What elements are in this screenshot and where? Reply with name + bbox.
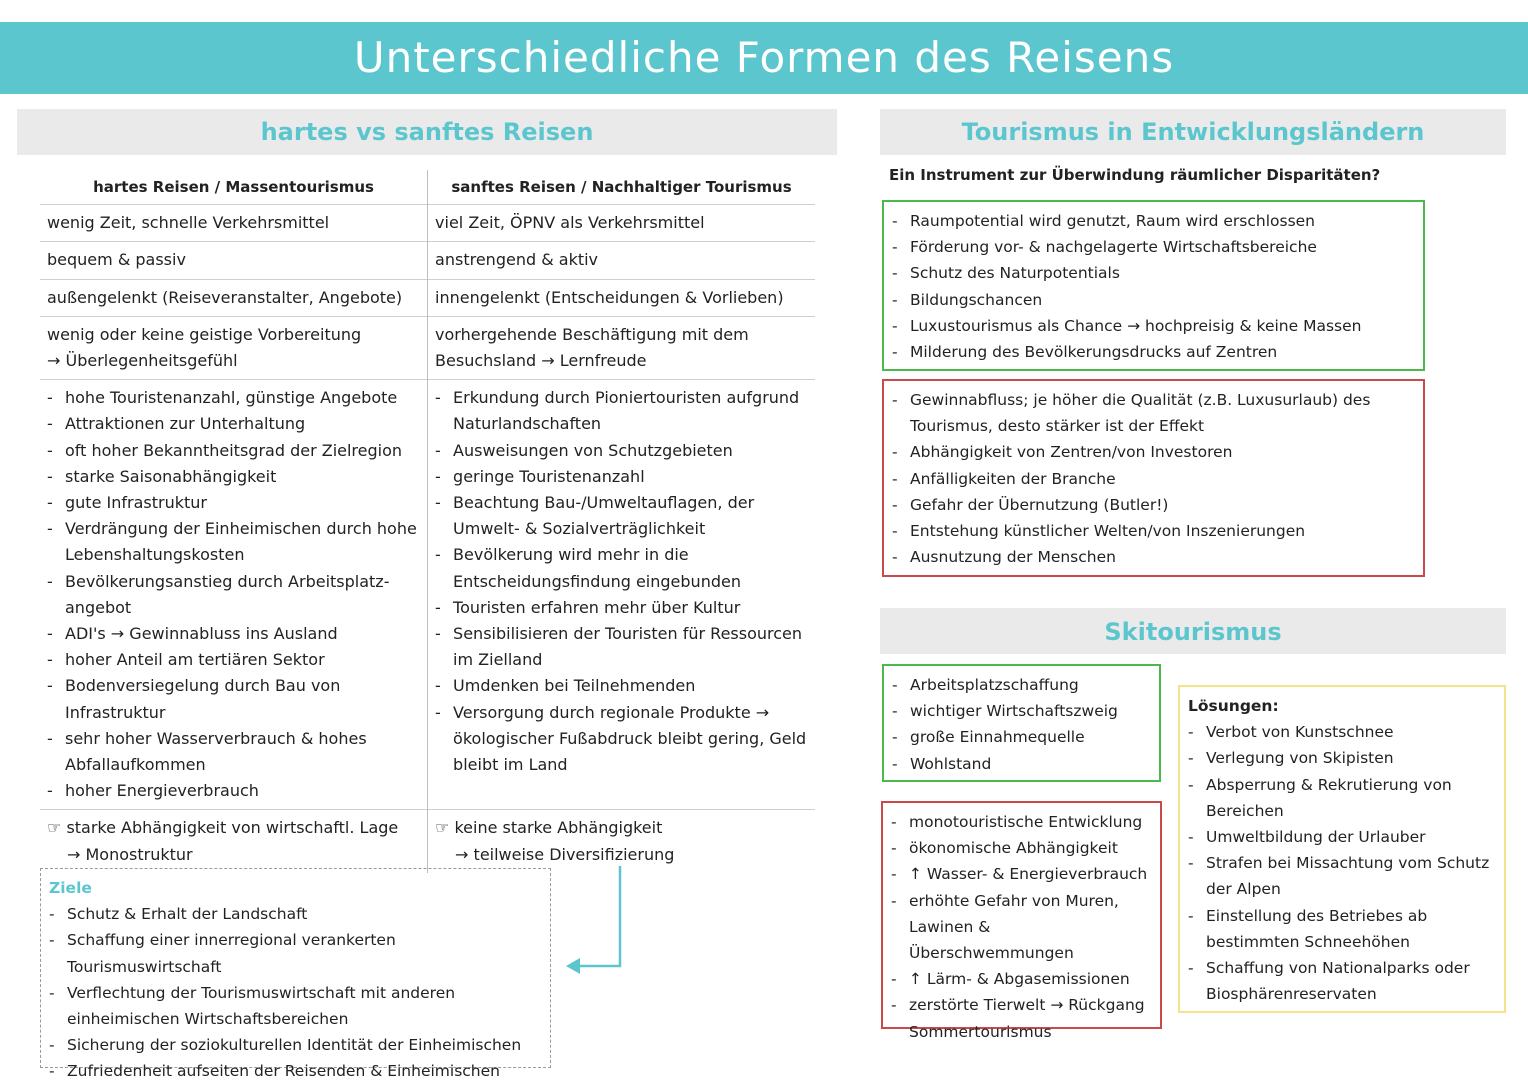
list-item: - große Einnahmequelle	[892, 724, 1151, 750]
list-item: - Beachtung Bau-/Umweltauflagen, der Umwelt- & Sozialverträglichkeit	[435, 490, 808, 542]
dev-pros-box	[882, 200, 1425, 371]
section-header-developing: Tourismus in Entwicklungsländern	[880, 109, 1506, 155]
table-cell: bequem & passiv	[40, 242, 428, 279]
list-item: - Luxustourismus als Chance → hochpreisig & keine Massen	[892, 313, 1415, 339]
list-item: - Verlegung von Skipisten	[1188, 745, 1496, 771]
table-cell	[428, 316, 815, 379]
solutions-heading: Lösungen:	[1188, 697, 1279, 715]
table-row	[40, 380, 815, 810]
list-item: - Verbot von Kunstschnee	[1188, 719, 1496, 745]
table-cell: viel Zeit, ÖPNV als Verkehrsmittel	[435, 213, 705, 233]
goals-box	[40, 868, 551, 1081]
list-item: - Verflechtung der Tourismuswirtschaft mit anderen einheimischen Wirtschaftsbereichen	[49, 980, 542, 1032]
list-item: - Umweltbildung der Urlauber	[1188, 824, 1496, 850]
dev-cons-box	[882, 379, 1425, 577]
dep-soft-line-2: → teilweise Diversifizierung	[455, 844, 675, 864]
table-cell: innengelenkt (Entscheidungen & Vorlieben)	[435, 287, 784, 307]
pointing-hand-icon: ☞	[47, 818, 62, 838]
prep-hard-line-1: wenig oder keine geistige Vorbereitung	[47, 324, 362, 344]
list-item: - oft hoher Bekanntheitsgrad der Zielregion	[47, 438, 420, 464]
dev-cons-list	[892, 387, 1415, 570]
ski-pros-box	[882, 664, 1161, 782]
list-item: - Verdrängung der Einheimischen durch hohe Lebenshaltungskosten	[47, 516, 420, 568]
list-item: - gute Infrastruktur	[47, 490, 420, 516]
list-item: - Anfälligkeiten der Branche	[892, 466, 1415, 492]
list-item: - Bodenversiegelung durch Bau von Infrastruktur	[47, 673, 420, 725]
list-item: - Förderung vor- & nachgelagerte Wirtschaftsbereiche	[892, 234, 1415, 260]
list-item: - Bevölkerungsanstieg durch Arbeitsplatz-angebot	[47, 569, 420, 621]
list-item: - ↑ Wasser- & Energieverbrauch	[891, 861, 1152, 887]
list-item: - Schaffung einer innerregional verankerten Tourismuswirtschaft	[49, 927, 542, 979]
list-item: - Einstellung des Betriebes ab bestimmten Schneehöhen	[1188, 903, 1496, 955]
table-row	[40, 316, 815, 379]
list-item: - Abhängigkeit von Zentren/von Investoren	[892, 439, 1415, 465]
list-item: - Schaffung von Nationalparks oder Biosphärenreservaten	[1188, 955, 1496, 1007]
list-item: - wichtiger Wirtschaftszweig	[892, 698, 1151, 724]
column-header-soft: sanftes Reisen / Nachhaltiger Tourismus	[451, 178, 792, 196]
list-item: - Schutz & Erhalt der Landschaft	[49, 901, 542, 927]
list-item: - ↑ Lärm- & Abgasemissionen	[891, 966, 1152, 992]
ski-cons-list	[891, 809, 1152, 1045]
section-header-ski: Skitourismus	[880, 608, 1506, 654]
hard-list	[47, 385, 420, 804]
list-item: - ökonomische Abhängigkeit	[891, 835, 1152, 861]
soft-list	[435, 385, 808, 778]
page-title: Unterschiedliche Formen des Reisens	[0, 22, 1528, 94]
list-item: - Umdenken bei Teilnehmenden	[435, 673, 808, 699]
list-item: - starke Saisonabhängigkeit	[47, 464, 420, 490]
table-cell: wenig Zeit, schnelle Verkehrsmittel	[40, 205, 428, 242]
dep-soft-line-1: keine starke Abhängigkeit	[454, 818, 663, 838]
arrow-left-icon	[560, 862, 630, 982]
list-item: - hohe Touristenanzahl, günstige Angebote	[47, 385, 420, 411]
list-item: - Versorgung durch regionale Produkte → ökologischer Fußabdruck bleibt gering, Geld bleibt im Land	[435, 700, 808, 779]
list-item: - erhöhte Gefahr von Muren, Lawinen & Überschwemmungen	[891, 888, 1152, 967]
ski-pros-list	[892, 672, 1151, 777]
column-header-hard: hartes Reisen / Massentourismus	[40, 170, 428, 205]
list-item: - Ausnutzung der Menschen	[892, 544, 1415, 570]
table-row	[40, 810, 815, 873]
table-cell: anstrengend & aktiv	[435, 250, 599, 270]
list-item: - Entstehung künstlicher Welten/von Inszenierungen	[892, 518, 1415, 544]
dep-hard-line-1: starke Abhängigkeit von wirtschaftl. Lage	[66, 818, 399, 838]
prep-soft-line-1: vorhergehende Beschäftigung mit dem	[435, 324, 749, 344]
list-item: - geringe Touristenanzahl	[435, 464, 808, 490]
goals-heading: Ziele	[49, 879, 92, 897]
list-item: - Gefahr der Übernutzung (Butler!)	[892, 492, 1415, 518]
table-cell: außengelenkt (Reiseveranstalter, Angebote)	[40, 279, 428, 316]
list-item: - Wohlstand	[892, 751, 1151, 777]
list-item: - ADI's → Gewinnabluss ins Ausland	[47, 621, 420, 647]
list-item: - Arbeitsplatzschaffung	[892, 672, 1151, 698]
list-item: - Absperrung & Rekrutierung von Bereichen	[1188, 772, 1496, 824]
table-cell	[40, 810, 428, 873]
dev-pros-list	[892, 208, 1415, 365]
section-header-hard-soft: hartes vs sanftes Reisen	[17, 109, 837, 155]
dev-question: Ein Instrument zur Überwindung räumlicher Disparitäten?	[889, 166, 1381, 184]
list-item: - Milderung des Bevölkerungsdrucks auf Zentren	[892, 339, 1415, 365]
list-item: - Sensibilisieren der Touristen für Ressourcen im Zielland	[435, 621, 808, 673]
list-item: - sehr hoher Wasserverbrauch & hohes Abfallaufkommen	[47, 726, 420, 778]
list-item: - zerstörte Tierwelt → Rückgang Sommertourismus	[891, 992, 1152, 1044]
list-item: - Raumpotential wird genutzt, Raum wird erschlossen	[892, 208, 1415, 234]
table-cell	[40, 380, 428, 810]
table-row	[40, 279, 815, 316]
table-header-row	[40, 170, 815, 205]
list-item: - Strafen bei Missachtung vom Schutz der Alpen	[1188, 850, 1496, 902]
list-item: - Erkundung durch Pioniertouristen aufgrund Naturlandschaften	[435, 385, 808, 437]
ski-cons-box	[881, 801, 1162, 1041]
solutions-list	[1188, 719, 1496, 1007]
list-item: - Bildungschancen	[892, 287, 1415, 313]
table-row	[40, 242, 815, 279]
ski-solutions-box	[1178, 685, 1506, 1013]
list-item: - Gewinnabfluss; je höher die Qualität (z.B. Luxusurlaub) des Tourismus, desto stärker ist der Effekt	[892, 387, 1415, 439]
list-item: - Attraktionen zur Unterhaltung	[47, 411, 420, 437]
list-item: - Schutz des Naturpotentials	[892, 260, 1415, 286]
prep-hard-line-2: → Überlegenheitsgefühl	[47, 351, 238, 371]
list-item: - Sicherung der soziokulturellen Identität der Einheimischen	[49, 1032, 542, 1058]
list-item: - Ausweisungen von Schutzgebieten	[435, 438, 808, 464]
prep-soft-line-2: Besuchsland → Lernfreude	[435, 351, 647, 371]
list-item: - monotouristische Entwicklung	[891, 809, 1152, 835]
list-item: - Touristen erfahren mehr über Kultur	[435, 595, 808, 621]
list-item: - hoher Energieverbrauch	[47, 778, 420, 804]
table-row	[40, 205, 815, 242]
goals-list	[49, 901, 542, 1084]
comparison-table	[40, 170, 815, 873]
table-cell	[428, 380, 815, 810]
list-item: - hoher Anteil am tertiären Sektor	[47, 647, 420, 673]
pointing-hand-icon: ☞	[435, 818, 450, 838]
dep-hard-line-2: → Monostruktur	[67, 844, 193, 864]
list-item: - Zufriedenheit aufseiten der Reisenden & Einheimischen	[49, 1058, 542, 1084]
table-cell	[40, 316, 428, 379]
list-item: - Bevölkerung wird mehr in die Entscheidungsfindung eingebunden	[435, 542, 808, 594]
